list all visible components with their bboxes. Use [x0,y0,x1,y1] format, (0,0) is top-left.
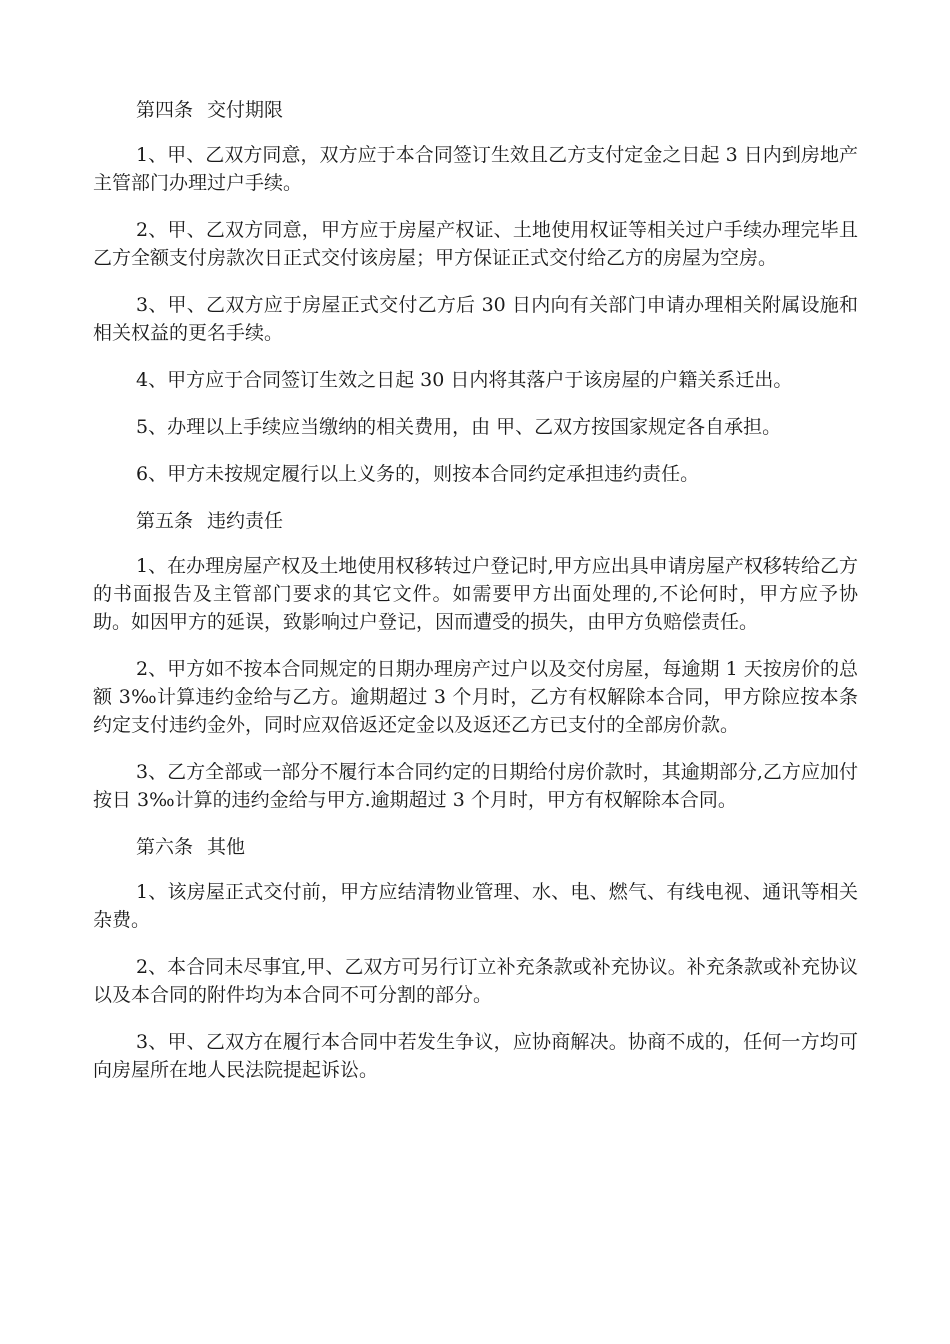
clause-paragraph: 1、该房屋正式交付前，甲方应结清物业管理、水、电、燃气、有线电视、通讯等相关杂费。 [93,881,858,931]
section-heading [93,96,858,124]
section-number: 第四条 [136,99,194,121]
contract-body [93,96,858,1103]
clause-paragraph: 4、甲方应于合同签订生效之日起 30 日内将其落户于该房屋的户籍关系迁出。 [136,369,793,391]
section-title: 其他 [207,836,246,858]
clause-paragraph: 3、乙方全部或一部分不履行本合同约定的日期给付房价款时，其逾期部分,乙方应加付按日 3‰计算的违约金给与甲方.逾期超过 3 个月时，甲方有权解除本合同。 [93,761,858,811]
section-title: 交付期限 [207,99,284,121]
section-heading [93,833,858,861]
clause-paragraph: 2、甲方如不按本合同规定的日期办理房产过户以及交付房屋，每逾期 1 天按房价的总额 3‰计算违约金给与乙方。逾期超过 3 个月时，乙方有权解除本合同，甲方除应按本条约定支付违约金外，同时应双倍返还定金以及返还乙方已支付的全部房价款。 [93,658,858,736]
clause-paragraph: 1、在办理房屋产权及土地使用权移转过户登记时,甲方应出具申请房屋产权移转给乙方的书面报告及主管部门要求的其它文件。如需要甲方出面处理的,不论何时，甲方应予协助。如因甲方的延误，致影响过户登记，因而遭受的损失，由甲方负赔偿责任。 [93,555,858,633]
section-title: 违约责任 [207,510,284,532]
clause-paragraph: 6、甲方未按规定履行以上义务的，则按本合同约定承担违约责任。 [136,463,700,485]
clause-paragraph: 1、甲、乙双方同意，双方应于本合同签订生效且乙方支付定金之日起 3 日内到房地产主管部门办理过户手续。 [93,144,858,194]
section-number: 第五条 [136,510,194,532]
clause-paragraph: 5、办理以上手续应当缴纳的相关费用，由 甲、乙双方按国家规定各自承担。 [136,416,782,438]
section-heading [93,507,858,535]
clause-paragraph: 2、甲、乙双方同意，甲方应于房屋产权证、土地使用权证等相关过户手续办理完毕且乙方全额支付房款次日正式交付该房屋；甲方保证正式交付给乙方的房屋为空房。 [93,219,858,269]
clause-paragraph: 3、甲、乙双方在履行本合同中若发生争议，应协商解决。协商不成的，任何一方均可向房屋所在地人民法院提起诉讼。 [93,1031,858,1081]
clause-paragraph: 3、甲、乙双方应于房屋正式交付乙方后 30 日内向有关部门申请办理相关附属设施和相关权益的更名手续。 [93,294,858,344]
section-number: 第六条 [136,836,194,858]
clause-paragraph: 2、本合同未尽事宜,甲、乙双方可另行订立补充条款或补充协议。补充条款或补充协议以及本合同的附件均为本合同不可分割的部分。 [93,956,858,1006]
